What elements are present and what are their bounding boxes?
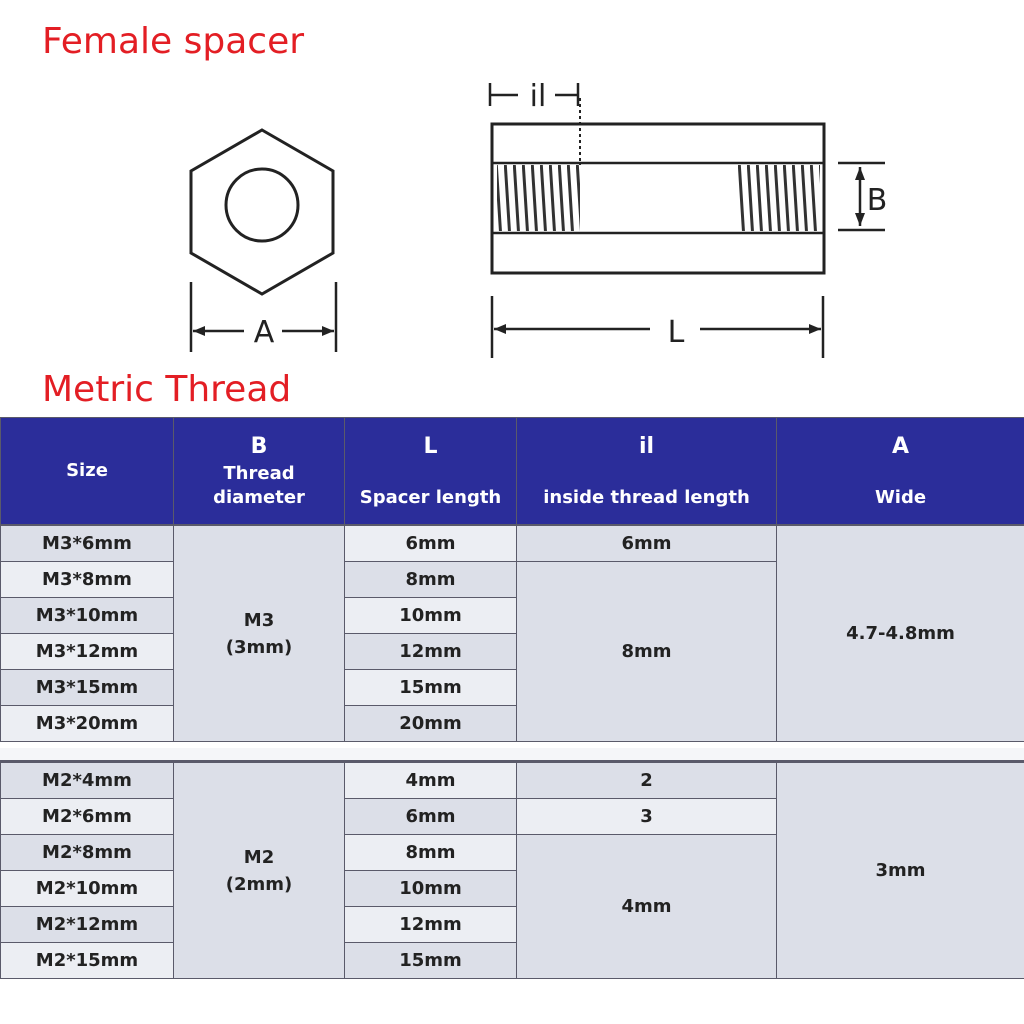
spacer-diagram: [0, 0, 1024, 370]
size-cell: M2*8mm: [1, 835, 174, 871]
hex-end-view: [191, 130, 333, 294]
table-separator: [0, 748, 1024, 760]
il-cell: 3: [517, 799, 777, 835]
label-a: A: [253, 315, 275, 350]
length-cell: 8mm: [345, 562, 517, 598]
length-cell: 6mm: [345, 526, 517, 562]
label-b: B: [866, 183, 888, 218]
m3-spec-table: [0, 525, 1024, 742]
length-cell: 15mm: [345, 943, 517, 979]
size-cell: M2*12mm: [1, 907, 174, 943]
length-cell: 20mm: [345, 706, 517, 742]
table-row: [1, 526, 1024, 562]
length-cell: 6mm: [345, 799, 517, 835]
label-il: il: [529, 79, 547, 114]
il-cell: 2: [517, 763, 777, 799]
header-inside-thread-length: il inside thread length: [517, 418, 777, 525]
size-cell: M2*15mm: [1, 943, 174, 979]
size-cell: M3*20mm: [1, 706, 174, 742]
length-cell: 12mm: [345, 634, 517, 670]
il-cell: 6mm: [517, 526, 777, 562]
length-cell: 12mm: [345, 907, 517, 943]
length-cell: 4mm: [345, 763, 517, 799]
page-title: Female spacer: [42, 21, 305, 62]
size-cell: M2*10mm: [1, 871, 174, 907]
thread-cell: M2 (2mm): [174, 763, 345, 979]
size-cell: M3*6mm: [1, 526, 174, 562]
size-cell: M2*4mm: [1, 763, 174, 799]
dimension-l: [492, 296, 823, 358]
length-cell: 10mm: [345, 598, 517, 634]
size-cell: M3*12mm: [1, 634, 174, 670]
wide-cell: 4.7-4.8mm: [777, 526, 1024, 742]
il-cell: 8mm: [517, 562, 777, 742]
length-cell: 8mm: [345, 835, 517, 871]
thread-right: [737, 165, 820, 231]
table-header: [0, 417, 1024, 525]
size-cell: M2*6mm: [1, 799, 174, 835]
length-cell: 10mm: [345, 871, 517, 907]
dimension-il: [490, 79, 578, 114]
length-cell: 15mm: [345, 670, 517, 706]
header-wide: A Wide: [777, 418, 1024, 525]
il-cell: 4mm: [517, 835, 777, 979]
dimension-b: [838, 163, 887, 230]
size-cell: M3*8mm: [1, 562, 174, 598]
side-view: [492, 98, 824, 273]
wide-cell: 3mm: [777, 763, 1024, 979]
m2-spec-table: [0, 762, 1024, 979]
header-spacer-length: L Spacer length: [345, 418, 517, 525]
header-size: Size: [1, 418, 174, 525]
label-l: L: [667, 315, 685, 350]
section-title: Metric Thread: [42, 369, 292, 410]
size-cell: M3*10mm: [1, 598, 174, 634]
header-thread-diameter: B Thread diameter: [174, 418, 345, 525]
size-cell: M3*15mm: [1, 670, 174, 706]
thread-left: [497, 165, 580, 231]
table-row: [1, 763, 1024, 799]
thread-cell: M3 (3mm): [174, 526, 345, 742]
